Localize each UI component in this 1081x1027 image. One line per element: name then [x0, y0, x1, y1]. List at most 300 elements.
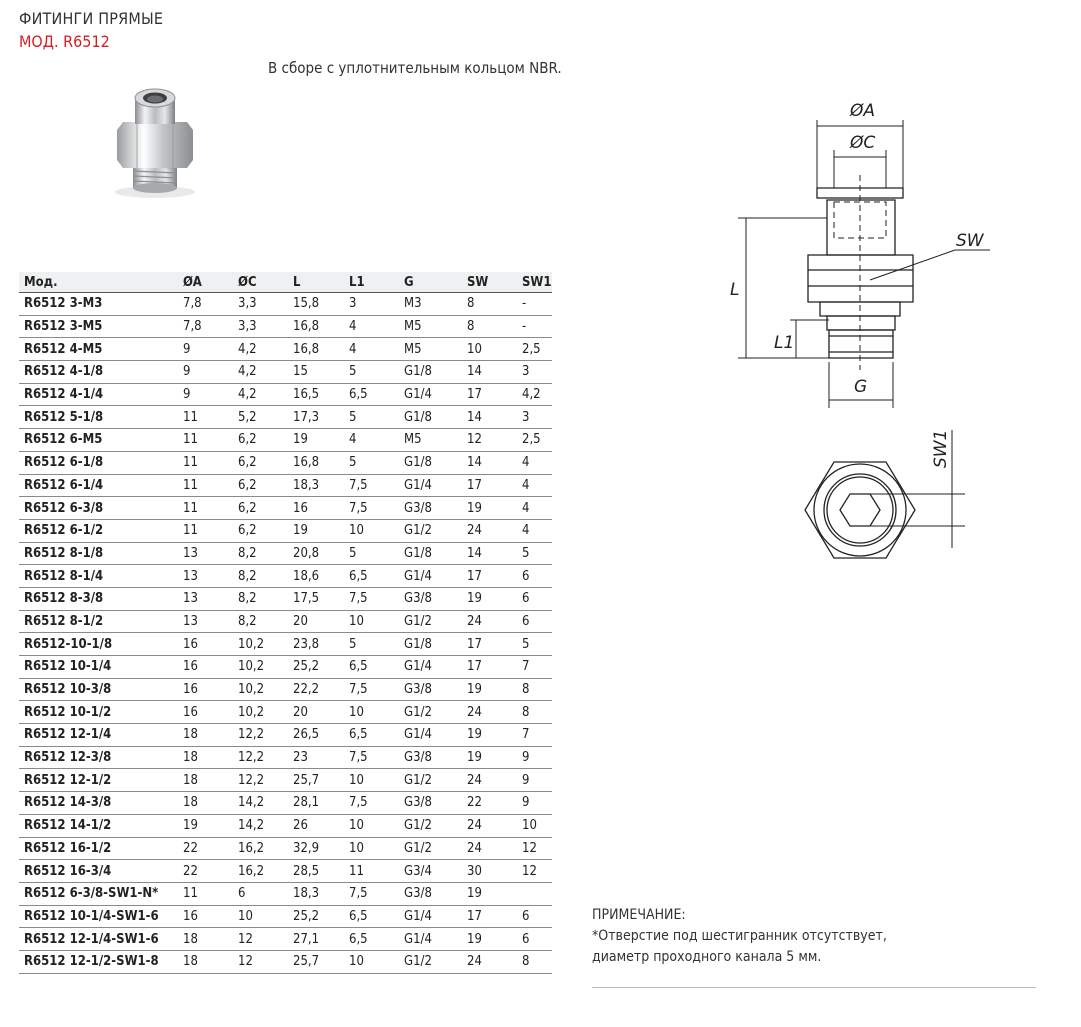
table-cell: -: [517, 293, 552, 316]
column-header: ØA: [178, 272, 233, 293]
table-cell: 5: [344, 361, 399, 384]
table-cell: R6512-10-1/8: [19, 633, 178, 656]
table-cell: 7,5: [344, 678, 399, 701]
table-cell: 6: [517, 610, 552, 633]
table-cell: 22,2: [288, 678, 344, 701]
column-header: G: [399, 272, 462, 293]
table-cell: R6512 10-1/2: [19, 701, 178, 724]
table-cell: 13: [178, 610, 233, 633]
table-cell: G1/2: [399, 950, 462, 973]
table-cell: 10: [344, 769, 399, 792]
thread-outline: [829, 330, 893, 358]
table-cell: 7,5: [344, 587, 399, 610]
table-cell: 19: [462, 587, 517, 610]
table-cell: G1/2: [399, 701, 462, 724]
footnote-heading: ПРИМЕЧАНИЕ:: [592, 907, 686, 923]
table-row: [19, 656, 552, 679]
table-cell: 13: [178, 565, 233, 588]
table-cell: R6512 14-1/2: [19, 814, 178, 837]
table-cell: R6512 12-1/4-SW1-6: [19, 928, 178, 951]
model-title: МОД. R6512: [19, 32, 110, 51]
table-cell: 32,9: [288, 837, 344, 860]
table-cell: 11: [178, 497, 233, 520]
table-cell: R6512 6-M5: [19, 429, 178, 452]
table-cell: 14: [462, 542, 517, 565]
table-cell: 24: [462, 701, 517, 724]
table-cell: 10: [344, 701, 399, 724]
table-row: [19, 882, 552, 905]
table-row: [19, 383, 552, 406]
table-cell: 12,2: [233, 746, 288, 769]
table-cell: 12: [233, 950, 288, 973]
table-cell: 9: [178, 383, 233, 406]
table-cell: 4: [517, 497, 552, 520]
table-cell: 19: [462, 724, 517, 747]
table-row: [19, 678, 552, 701]
table-cell: 6: [517, 905, 552, 928]
table-cell: 9: [517, 769, 552, 792]
table-cell: 9: [517, 746, 552, 769]
table-cell: M5: [399, 338, 462, 361]
table-cell: 17: [462, 565, 517, 588]
table-cell: 9: [517, 792, 552, 815]
table-cell: 11: [178, 429, 233, 452]
table-cell: 16,8: [288, 451, 344, 474]
table-cell: 2,5: [517, 429, 552, 452]
table-cell: G1/2: [399, 769, 462, 792]
table-cell: 17,5: [288, 587, 344, 610]
table-cell: 7: [517, 656, 552, 679]
table-cell: 18: [178, 724, 233, 747]
table-row: [19, 905, 552, 928]
table-cell: 24: [462, 519, 517, 542]
table-cell: 19: [462, 882, 517, 905]
table-cell: 17: [462, 905, 517, 928]
table-cell: G1/2: [399, 519, 462, 542]
table-cell: 18: [178, 950, 233, 973]
table-row: [19, 474, 552, 497]
table-cell: 6,5: [344, 656, 399, 679]
table-cell: 11: [178, 474, 233, 497]
table-cell: 10: [233, 905, 288, 928]
table-cell: 4,2: [233, 338, 288, 361]
table-row: [19, 769, 552, 792]
table-cell: 8,2: [233, 565, 288, 588]
table-cell: 5: [344, 406, 399, 429]
table-cell: 8: [517, 950, 552, 973]
table-cell: G1/8: [399, 633, 462, 656]
table-cell: R6512 16-3/4: [19, 860, 178, 883]
table-cell: 27,1: [288, 928, 344, 951]
table-cell: 10: [344, 837, 399, 860]
dim-label-l: L: [730, 280, 740, 300]
table-cell: R6512 3-M3: [19, 293, 178, 316]
table-cell: G3/8: [399, 792, 462, 815]
table-row: [19, 724, 552, 747]
table-cell: 6: [233, 882, 288, 905]
table-cell: R6512 6-1/4: [19, 474, 178, 497]
table-cell: 18,3: [288, 882, 344, 905]
table-cell: 11: [178, 451, 233, 474]
table-cell: 12: [517, 837, 552, 860]
table-cell: 16,8: [288, 315, 344, 338]
table-cell: 6: [517, 928, 552, 951]
table-cell: R6512 8-1/8: [19, 542, 178, 565]
table-row: [19, 542, 552, 565]
footnote-line: *Отверстие под шестигранник отсутствует,: [592, 928, 887, 944]
table-cell: 16: [178, 701, 233, 724]
table-cell: 7,5: [344, 746, 399, 769]
table-cell: 7,8: [178, 293, 233, 316]
table-cell: 24: [462, 814, 517, 837]
table-cell: 19: [288, 519, 344, 542]
table-cell: 13: [178, 587, 233, 610]
table-row: [19, 361, 552, 384]
table-cell: R6512 4-1/4: [19, 383, 178, 406]
table-cell: 24: [462, 610, 517, 633]
table-cell: 13: [178, 542, 233, 565]
table-cell: R6512 12-1/4: [19, 724, 178, 747]
table-cell: 7,5: [344, 792, 399, 815]
table-cell: 30: [462, 860, 517, 883]
table-cell: 14: [462, 361, 517, 384]
table-cell: 4: [517, 474, 552, 497]
table-cell: 10: [462, 338, 517, 361]
table-cell: 28,1: [288, 792, 344, 815]
table-row: [19, 451, 552, 474]
table-cell: 16: [178, 656, 233, 679]
table-row: [19, 950, 552, 973]
table-cell: 19: [462, 678, 517, 701]
table-cell: 4: [344, 338, 399, 361]
table-cell: 10,2: [233, 633, 288, 656]
table-cell: 25,7: [288, 769, 344, 792]
table-cell: 7,5: [344, 882, 399, 905]
column-header: L: [288, 272, 344, 293]
table-cell: -: [517, 315, 552, 338]
dim-label-g: G: [854, 377, 868, 397]
table-cell: G1/8: [399, 451, 462, 474]
table-cell: R6512 8-1/4: [19, 565, 178, 588]
table-cell: 6,5: [344, 565, 399, 588]
table-cell: R6512 8-1/2: [19, 610, 178, 633]
table-cell: 24: [462, 769, 517, 792]
table-cell: 19: [178, 814, 233, 837]
table-cell: 4: [517, 519, 552, 542]
table-cell: 6,5: [344, 905, 399, 928]
table-cell: 18,6: [288, 565, 344, 588]
table-cell: R6512 4-M5: [19, 338, 178, 361]
table-cell: R6512 3-M5: [19, 315, 178, 338]
dim-label-sw: SW: [956, 231, 984, 251]
table-cell: 25,2: [288, 905, 344, 928]
table-cell: 19: [462, 497, 517, 520]
dim-label-l1: L1: [774, 333, 795, 353]
table-row: [19, 406, 552, 429]
table-cell: 6,2: [233, 497, 288, 520]
table-cell: 6,2: [233, 519, 288, 542]
table-cell: G3/8: [399, 882, 462, 905]
table-cell: 19: [462, 928, 517, 951]
table-cell: 8: [462, 315, 517, 338]
table-cell: 9: [178, 338, 233, 361]
technical-drawing: [710, 90, 1010, 560]
body-outline: [827, 200, 895, 255]
table-cell: 23,8: [288, 633, 344, 656]
table-cell: 14: [462, 451, 517, 474]
dim-label-sw1: SW1: [931, 429, 951, 468]
table-cell: 18: [178, 792, 233, 815]
table-cell: 18: [178, 928, 233, 951]
table-cell: 8,2: [233, 542, 288, 565]
table-cell: 17: [462, 633, 517, 656]
table-cell: 6,2: [233, 474, 288, 497]
table-cell: 24: [462, 950, 517, 973]
table-header-row: [19, 272, 552, 293]
table-cell: 10: [517, 814, 552, 837]
table-cell: G1/4: [399, 724, 462, 747]
table-cell: 4,2: [517, 383, 552, 406]
table-cell: G3/8: [399, 497, 462, 520]
table-cell: R6512 6-3/8-SW1-N*: [19, 882, 178, 905]
table-row: [19, 746, 552, 769]
category-title: ФИТИНГИ ПРЯМЫЕ: [19, 9, 164, 28]
table-row: [19, 860, 552, 883]
table-cell: G3/8: [399, 746, 462, 769]
table-row: [19, 429, 552, 452]
table-cell: 5: [344, 542, 399, 565]
table-cell: 16,8: [288, 338, 344, 361]
table-cell: R6512 5-1/8: [19, 406, 178, 429]
specification-table: [19, 272, 552, 974]
table-cell: [517, 882, 552, 905]
table-cell: G1/2: [399, 837, 462, 860]
table-cell: R6512 12-1/2-SW1-8: [19, 950, 178, 973]
table-cell: 23: [288, 746, 344, 769]
table-cell: 6: [517, 587, 552, 610]
table-cell: 22: [178, 837, 233, 860]
table-cell: 19: [288, 429, 344, 452]
table-row: [19, 315, 552, 338]
table-cell: G1/4: [399, 383, 462, 406]
table-cell: 10: [344, 814, 399, 837]
table-cell: 25,7: [288, 950, 344, 973]
table-cell: 10: [344, 610, 399, 633]
table-cell: G1/4: [399, 656, 462, 679]
column-header: SW: [462, 272, 517, 293]
table-cell: 8: [462, 293, 517, 316]
column-header: SW1: [517, 272, 552, 293]
table-cell: 12,2: [233, 724, 288, 747]
table-cell: R6512 8-3/8: [19, 587, 178, 610]
table-cell: R6512 6-1/8: [19, 451, 178, 474]
column-header: L1: [344, 272, 399, 293]
table-cell: 14,2: [233, 792, 288, 815]
table-cell: 12: [517, 860, 552, 883]
table-cell: 15: [288, 361, 344, 384]
table-cell: R6512 6-1/2: [19, 519, 178, 542]
table-cell: R6512 12-3/8: [19, 746, 178, 769]
table-cell: 16: [178, 905, 233, 928]
dim-label-c: ØC: [850, 133, 876, 153]
table-cell: G1/8: [399, 361, 462, 384]
table-cell: 18: [178, 746, 233, 769]
table-cell: 6,5: [344, 383, 399, 406]
table-cell: 18,3: [288, 474, 344, 497]
table-cell: 24: [462, 837, 517, 860]
table-cell: M5: [399, 429, 462, 452]
table-cell: R6512 12-1/2: [19, 769, 178, 792]
table-row: [19, 837, 552, 860]
table-cell: 28,5: [288, 860, 344, 883]
table-cell: R6512 16-1/2: [19, 837, 178, 860]
table-cell: 7: [517, 724, 552, 747]
table-cell: 16: [178, 678, 233, 701]
table-cell: R6512 6-3/8: [19, 497, 178, 520]
table-cell: 10,2: [233, 701, 288, 724]
table-cell: 22: [178, 860, 233, 883]
table-row: [19, 565, 552, 588]
table-row: [19, 587, 552, 610]
column-header: Мод.: [19, 272, 178, 293]
table-cell: 2,5: [517, 338, 552, 361]
table-cell: 5: [517, 542, 552, 565]
table-cell: 20: [288, 701, 344, 724]
table-cell: 4,2: [233, 383, 288, 406]
table-cell: 3: [517, 361, 552, 384]
table-cell: 6,2: [233, 429, 288, 452]
dim-label-a: ØA: [850, 101, 876, 121]
table-cell: 3: [517, 406, 552, 429]
table-cell: 4: [344, 315, 399, 338]
table-cell: 20: [288, 610, 344, 633]
table-cell: G1/2: [399, 610, 462, 633]
table-cell: 16,2: [233, 860, 288, 883]
table-cell: G1/4: [399, 565, 462, 588]
table-cell: 3,3: [233, 315, 288, 338]
table-cell: 26,5: [288, 724, 344, 747]
table-cell: R6512 10-1/4-SW1-6: [19, 905, 178, 928]
table-cell: 11: [344, 860, 399, 883]
table-cell: 14,2: [233, 814, 288, 837]
table-cell: G3/4: [399, 860, 462, 883]
table-cell: 5: [517, 633, 552, 656]
table-cell: R6512 4-1/8: [19, 361, 178, 384]
table-cell: 4: [344, 429, 399, 452]
table-cell: G1/4: [399, 905, 462, 928]
table-cell: 5: [344, 633, 399, 656]
table-cell: 4,2: [233, 361, 288, 384]
table-cell: 17,3: [288, 406, 344, 429]
table-cell: 7,5: [344, 497, 399, 520]
table-cell: R6512 10-3/8: [19, 678, 178, 701]
table-cell: 4: [517, 451, 552, 474]
table-row: [19, 519, 552, 542]
table-cell: G1/8: [399, 542, 462, 565]
table-cell: G1/4: [399, 474, 462, 497]
table-cell: G1/4: [399, 928, 462, 951]
table-cell: 9: [178, 361, 233, 384]
table-cell: 22: [462, 792, 517, 815]
table-cell: 16: [288, 497, 344, 520]
table-cell: R6512 10-1/4: [19, 656, 178, 679]
table-cell: M5: [399, 315, 462, 338]
table-cell: 8,2: [233, 587, 288, 610]
table-cell: G3/8: [399, 678, 462, 701]
table-cell: 8: [517, 701, 552, 724]
divider: [592, 987, 1036, 988]
table-cell: 14: [462, 406, 517, 429]
table-cell: G1/2: [399, 814, 462, 837]
table-cell: 8: [517, 678, 552, 701]
table-cell: 26: [288, 814, 344, 837]
table-cell: 16,2: [233, 837, 288, 860]
table-cell: 15,8: [288, 293, 344, 316]
table-cell: 25,2: [288, 656, 344, 679]
table-cell: 19: [462, 746, 517, 769]
table-cell: 6,5: [344, 724, 399, 747]
table-cell: 5,2: [233, 406, 288, 429]
table-cell: 17: [462, 656, 517, 679]
table-cell: 3,3: [233, 293, 288, 316]
table-cell: 3: [344, 293, 399, 316]
table-cell: 10,2: [233, 656, 288, 679]
footnote-line: диаметр проходного канала 5 мм.: [592, 949, 822, 965]
subtitle: В сборе с уплотнительным кольцом NBR.: [268, 59, 562, 77]
table-cell: 7,5: [344, 474, 399, 497]
table-cell: 6,5: [344, 928, 399, 951]
table-row: [19, 610, 552, 633]
table-cell: M3: [399, 293, 462, 316]
table-cell: 17: [462, 474, 517, 497]
table-row: [19, 293, 552, 316]
table-row: [19, 701, 552, 724]
column-header: ØC: [233, 272, 288, 293]
table-row: [19, 792, 552, 815]
table-cell: 5: [344, 451, 399, 474]
table-row: [19, 633, 552, 656]
table-cell: 11: [178, 406, 233, 429]
table-cell: 17: [462, 383, 517, 406]
table-cell: G3/8: [399, 587, 462, 610]
table-cell: 10: [344, 519, 399, 542]
end-view: [805, 462, 915, 558]
table-cell: 20,8: [288, 542, 344, 565]
table-cell: 7,8: [178, 315, 233, 338]
table-cell: 11: [178, 519, 233, 542]
table-cell: 10: [344, 950, 399, 973]
table-cell: G1/8: [399, 406, 462, 429]
table-cell: 12: [233, 928, 288, 951]
table-row: [19, 814, 552, 837]
table-cell: 8,2: [233, 610, 288, 633]
table-cell: 12,2: [233, 769, 288, 792]
table-row: [19, 497, 552, 520]
table-cell: 10,2: [233, 678, 288, 701]
table-cell: 12: [462, 429, 517, 452]
table-cell: 16: [178, 633, 233, 656]
table-cell: 11: [178, 882, 233, 905]
table-cell: 16,5: [288, 383, 344, 406]
table-row: [19, 928, 552, 951]
table-cell: 6,2: [233, 451, 288, 474]
table-cell: 18: [178, 769, 233, 792]
table-cell: 6: [517, 565, 552, 588]
table-cell: R6512 14-3/8: [19, 792, 178, 815]
product-photo: [75, 80, 235, 200]
table-row: [19, 338, 552, 361]
footnote: [592, 905, 887, 968]
